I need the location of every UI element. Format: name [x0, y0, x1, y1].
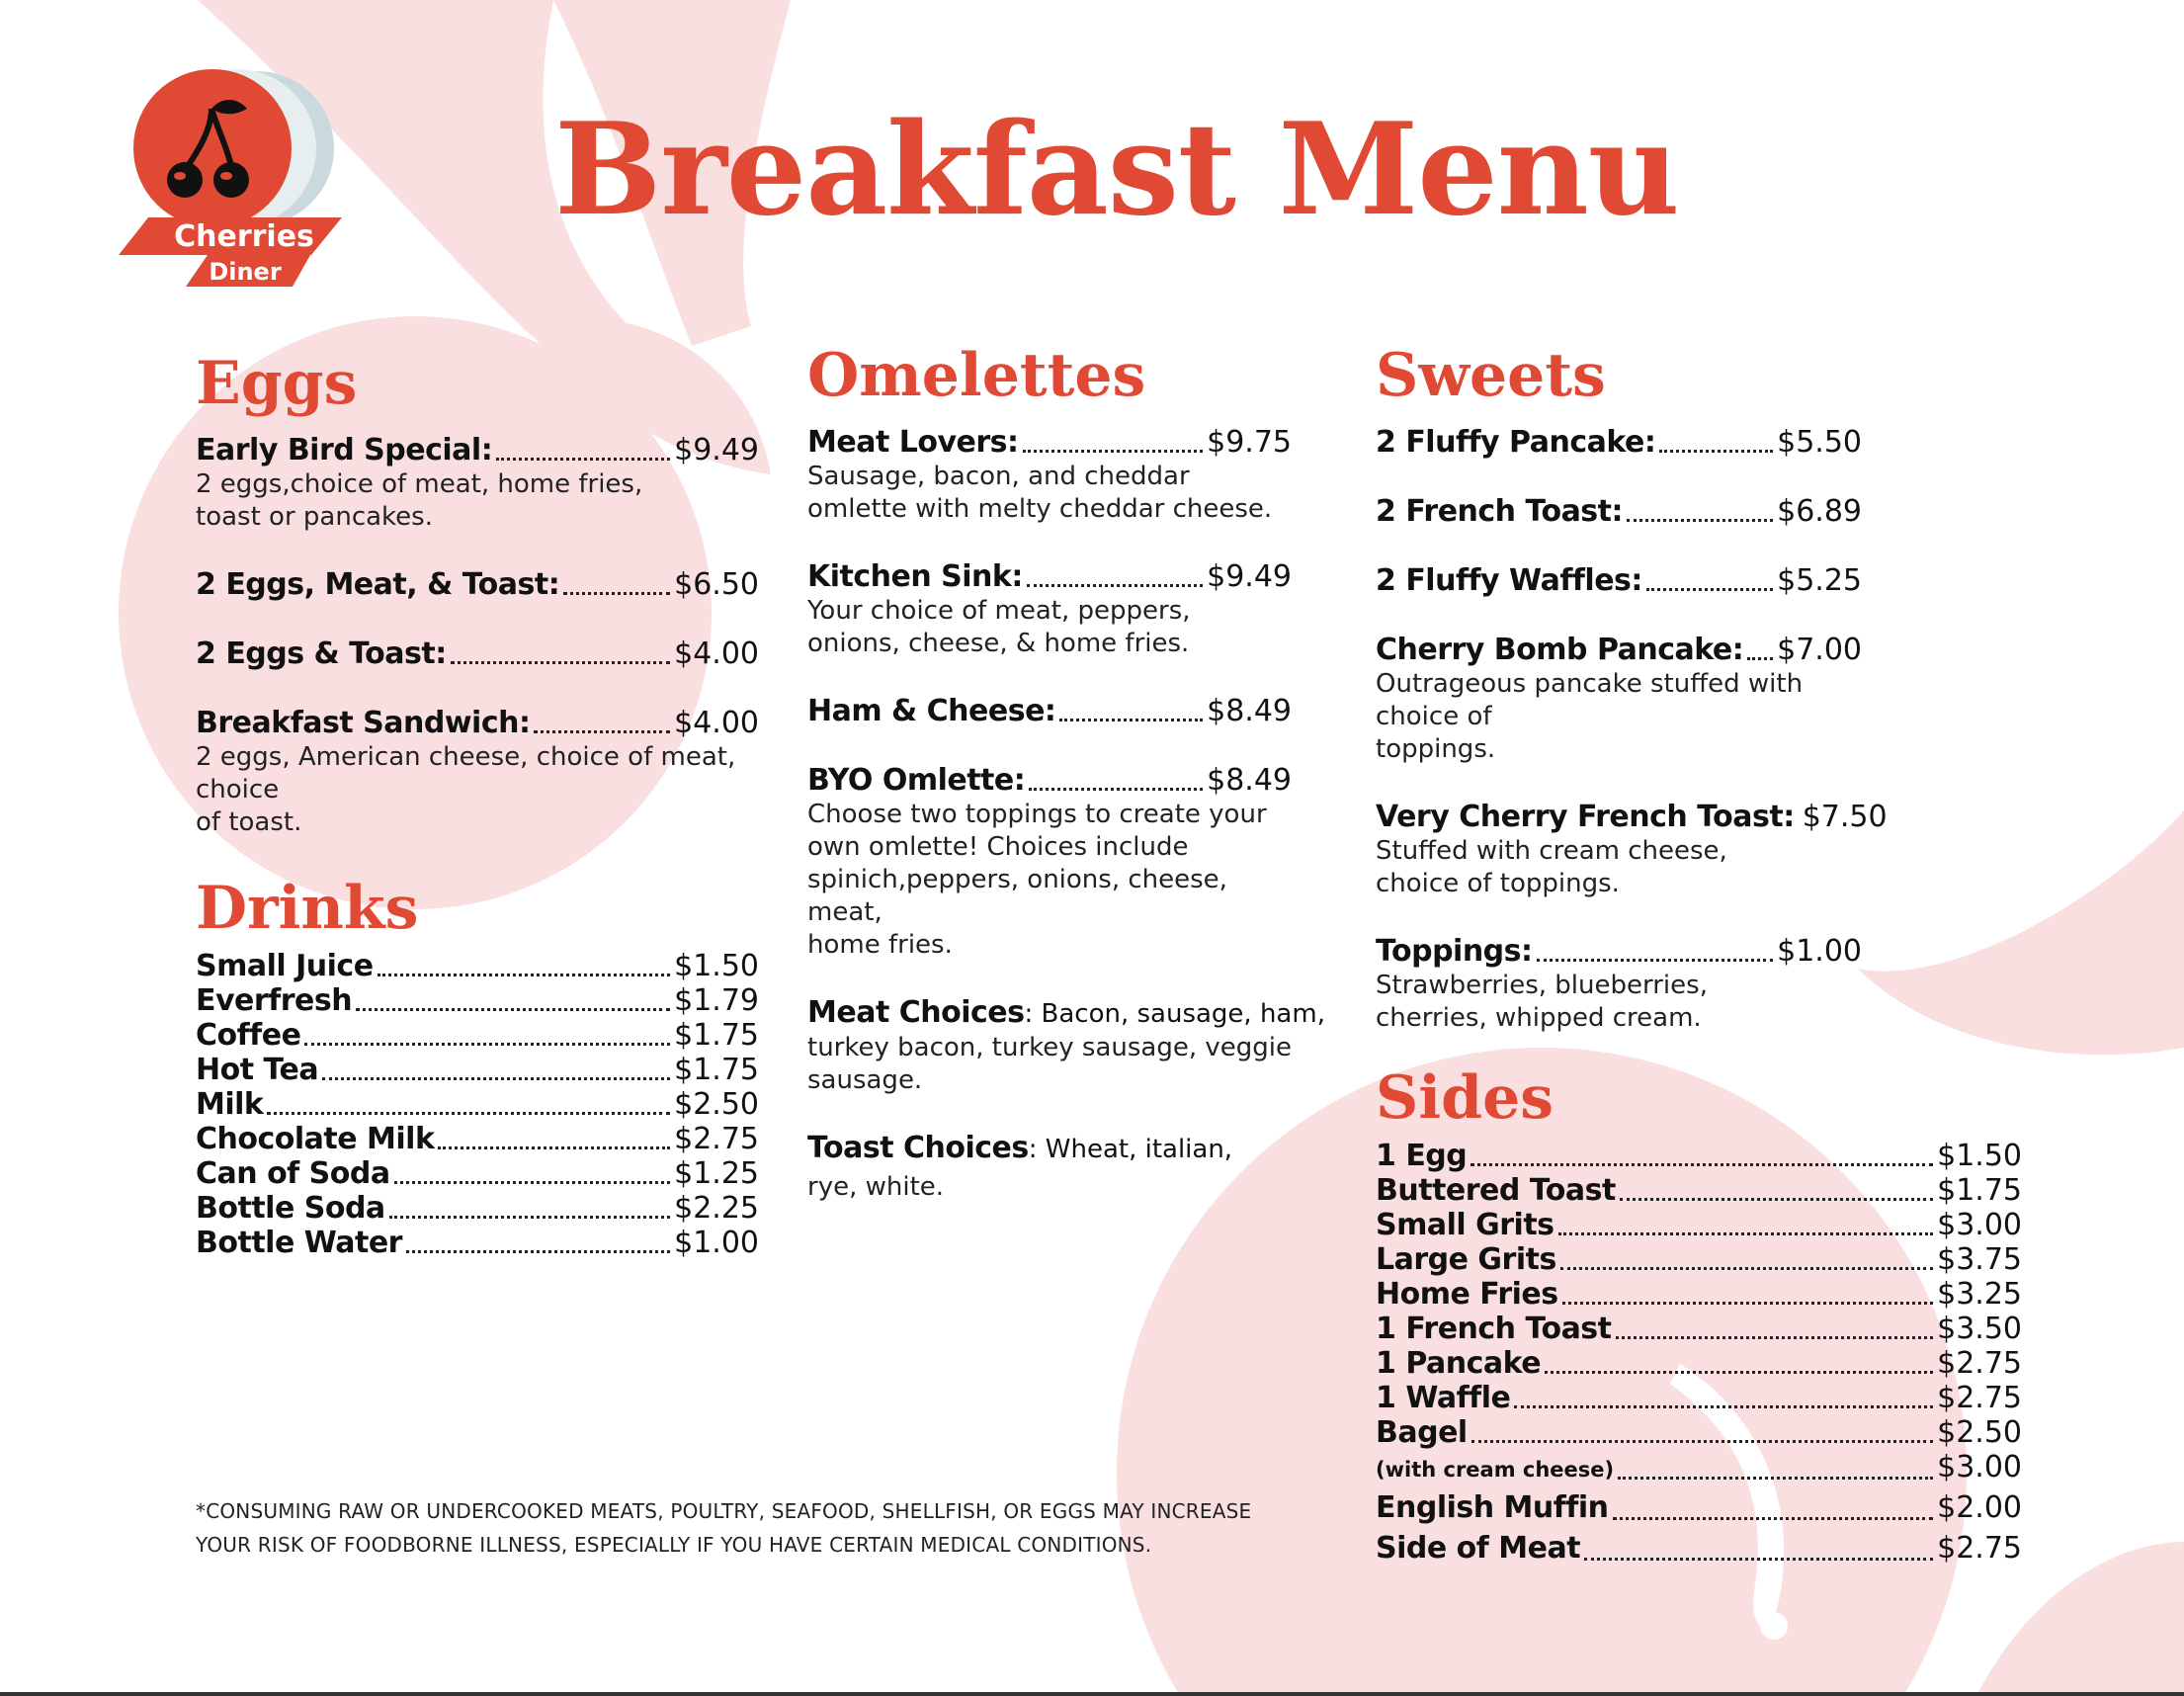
menu-item: 2 French Toast: $6.89 [1376, 494, 1862, 529]
drink-row: Everfresh $1.79 [196, 983, 759, 1018]
menu-item: 2 Fluffy Waffles: $5.25 [1376, 563, 1862, 598]
sweets-heading: Sweets [1376, 341, 1606, 410]
menu-item: Meat Lovers: $9.75 Sausage, bacon, and cheddar omlette with melty cheddar cheese. [807, 425, 1292, 524]
item-description: 2 eggs, American cheese, choice of meat, choice [196, 742, 736, 805]
drinks-heading: Drinks [196, 874, 419, 943]
side-row: Buttered Toast $1.75 [1376, 1173, 2022, 1208]
meat-choices: Meat Choices : Bacon, sausage, ham, turkey bacon, turkey sausage, veggie sausage. [807, 995, 1325, 1095]
menu-item: Early Bird Special: $9.49 2 eggs,choice of meat, home fries, toast or pancakes. [196, 433, 759, 532]
price: $9.49 [674, 433, 759, 467]
bottom-rule [0, 1692, 2184, 1696]
menu-item: 2 Eggs & Toast: $4.00 [196, 636, 759, 671]
menu-item: Kitchen Sink: $9.49 Your choice of meat, peppers, onions, cheese, & home fries. [807, 559, 1292, 658]
logo-text-diner: Diner [209, 258, 282, 286]
drink-row: Hot Tea $1.75 [196, 1053, 759, 1087]
sides-section [1376, 1063, 2022, 1569]
side-row: (with cream cheese) $3.00 [1376, 1450, 2022, 1484]
page-title: Breakfast Menu [554, 96, 1679, 244]
side-row: 1 Egg $1.50 [1376, 1139, 2022, 1173]
side-row: Home Fries $3.25 [1376, 1277, 2022, 1312]
logo-text-cherries: Cherries [174, 219, 314, 254]
price: $6.50 [674, 567, 759, 602]
drink-row: Milk $2.50 [196, 1087, 759, 1122]
item-description: of toast. [196, 807, 302, 837]
drinks-section [196, 874, 759, 1261]
drink-row: Can of Soda $1.25 [196, 1156, 759, 1191]
drink-row: Small Juice $1.50 [196, 949, 759, 983]
sides-heading: Sides [1376, 1063, 1554, 1133]
side-row: Large Grits $3.75 [1376, 1242, 2022, 1277]
menu-item: Toppings: $1.00 Strawberries, blueberries, cherries, whipped cream. [1376, 934, 1862, 1033]
menu-item: Very Cherry French Toast: $7.50 Stuffed with cream cheese, choice of toppings. [1376, 800, 1888, 898]
side-row: Side of Meat $2.75 [1376, 1530, 2022, 1566]
side-row: Small Grits $3.00 [1376, 1208, 2022, 1242]
side-row: English Muffin $2.00 [1376, 1489, 2022, 1525]
column-sweets-sides [1376, 341, 2022, 1569]
menu-item: 2 Eggs, Meat, & Toast: $6.50 [196, 567, 759, 602]
menu-item: 2 Fluffy Pancake: $5.50 [1376, 425, 1862, 460]
food-safety-disclaimer: *CONSUMING RAW OR UNDERCOOKED MEATS, POULTRY, SEAFOOD, SHELLFISH, OR EGGS MAY INCREASE YOUR RISK OF FOODBORNE ILLNESS, ESPECIALLY IF YOU HAVE CERTAIN MEDICAL CONDITIONS. [196, 1499, 1252, 1557]
drink-row: Coffee $1.75 [196, 1018, 759, 1053]
menu-item: BYO Omlette: $8.49 Choose two toppings to create your own omlette! Choices include spinich,peppers, onions, cheese, meat, home fries. [807, 763, 1292, 960]
side-row: 1 Pancake $2.75 [1376, 1346, 2022, 1381]
price: $4.00 [674, 636, 759, 671]
side-row: Bagel $2.50 [1376, 1415, 2022, 1450]
drink-row: Bottle Water $1.00 [196, 1226, 759, 1260]
toast-choices: Toast Choices : Wheat, italian, rye, white. [807, 1131, 1233, 1202]
side-row: 1 French Toast $3.50 [1376, 1312, 2022, 1346]
item-description: 2 eggs,choice of meat, home fries, [196, 469, 643, 499]
price: $4.00 [674, 706, 759, 740]
side-row: 1 Waffle $2.75 [1376, 1381, 2022, 1415]
column-eggs-drinks [196, 349, 759, 1261]
drink-row: Bottle Soda $2.25 [196, 1191, 759, 1226]
menu-item: Ham & Cheese: $8.49 [807, 694, 1292, 728]
column-omelettes [807, 341, 1325, 1237]
drink-row: Chocolate Milk $2.75 [196, 1122, 759, 1156]
item-description: toast or pancakes. [196, 502, 433, 532]
omelettes-heading: Omelettes [807, 341, 1146, 410]
menu-item: Breakfast Sandwich: $4.00 2 eggs, American cheese, choice of meat, choice of toast. [196, 706, 759, 837]
eggs-heading: Eggs [196, 349, 358, 418]
menu-item: Cherry Bomb Pancake: $7.00 Outrageous pancake stuffed with choice of toppings. [1376, 633, 1862, 764]
